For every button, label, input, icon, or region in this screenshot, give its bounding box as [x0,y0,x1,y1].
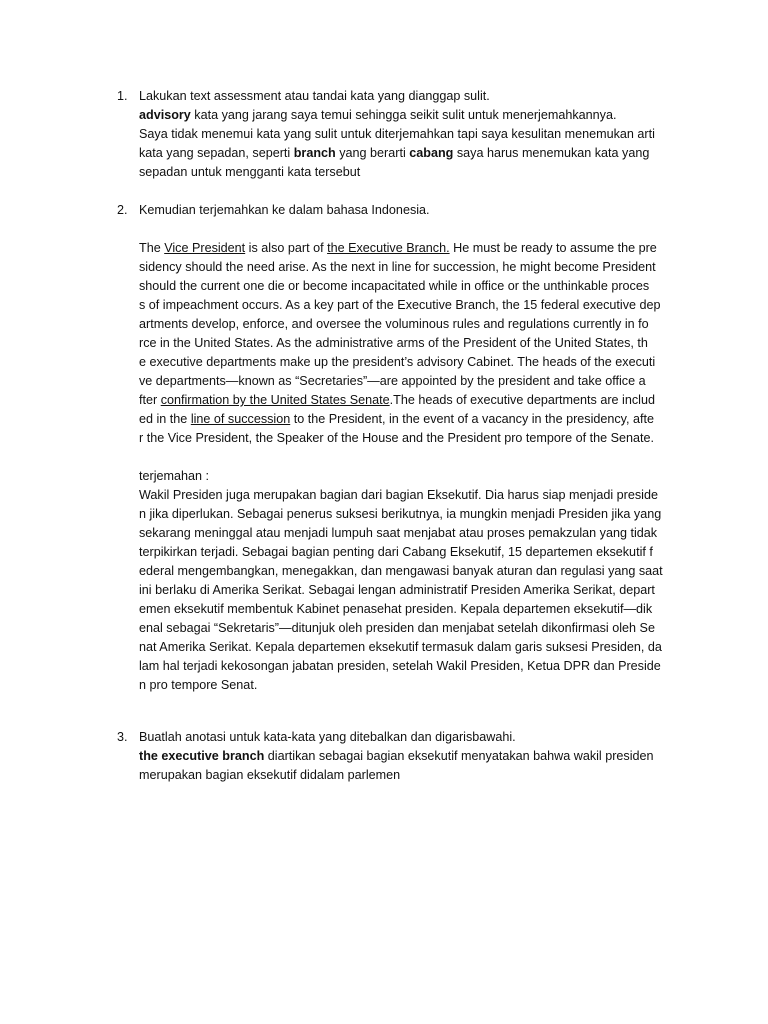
translation-label: terjemahan : [139,469,210,483]
item-1-line-5: sepadan untuk mengganti kata tersebut [139,165,361,179]
spacer [139,448,679,467]
translation-line: n jika diperlukan. Sebagai penerus suksesi berikutnya, ia mungkin menjadi Presiden jika yang [139,507,662,521]
item-3-line-2: the executive branch diartikan sebagai bagian eksekutif menyatakan bahwa wakil presiden [139,749,654,763]
item-1-line-4: kata yang sepadan, seperti branch yang berarti cabang saya harus menemukan kata yang [139,146,650,160]
item-1-line-3: Saya tidak menemui kata yang sulit untuk diterjemahkan tapi saya kesulitan menemukan arti [139,127,655,141]
english-line: should the current one die or become incapacitated while in office or the unthinkable proces [139,279,650,293]
english-line: fter confirmation by the United States Senate.The heads of executive departments are includ [139,393,655,407]
english-line: rce in the United States. As the administrative arms of the President of the United States, th [139,336,648,350]
spacer [139,220,679,239]
item-2-instruction: Kemudian terjemahkan ke dalam bahasa Indonesia. [139,203,430,217]
translation-line: n pro tempore Senat. [139,678,258,692]
translation-line: ederal mengembangkan, menegakkan, dan mengawasi banyak aturan dan regulasi yang saat [139,564,663,578]
translation-line: enal sebagai “Sekretaris”—ditunjuk oleh presiden dan menjabat setelah dikonfirmasi oleh Se [139,621,655,635]
english-line: r the Vice President, the Speaker of the House and the President pro tempore of the Senate. [139,431,655,445]
translation-line: emen eksekutif membentuk Kabinet penasehat presiden. Kepala departemen eksekutif—dik [139,602,653,616]
item-1-text [139,87,679,182]
translation-line: sekarang meninggal atau menjadi lumpuh saat menjabat atau proses pemakzulan yang tidak [139,526,658,540]
english-passage [139,239,679,448]
item-number: 3. [117,730,128,744]
english-line: artments develop, enforce, and oversee the voluminous rules and regulations currently in fo [139,317,649,331]
item-1-line-1: Lakukan text assessment atau tandai kata yang dianggap sulit. [139,89,490,103]
english-line: ve departments—known as “Secretaries”—are appointed by the president and take office a [139,374,646,388]
translation-passage [139,486,679,695]
item-3-line-3: merupakan bagian eksekutif didalam parlemen [139,768,401,782]
item-1-line-2: advisory kata yang jarang saya temui sehingga seikit sulit untuk menerjemahkannya. [139,108,617,122]
english-line: s of impeachment occurs. As a key part of the Executive Branch, the 15 federal executive dep [139,298,661,312]
translation-line: nat Amerika Serikat. Kepala departemen eksekutif termasuk dalam garis suksesi Presiden, da [139,640,662,654]
item-number: 2. [117,203,128,217]
item-3-line-1: Buatlah anotasi untuk kata-kata yang ditebalkan dan digarisbawahi. [139,730,516,744]
item-number: 1. [117,89,128,103]
english-line: The Vice President is also part of the Executive Branch. He must be ready to assume the pre [139,241,657,255]
translation-line: Wakil Presiden juga merupakan bagian dari bagian Eksekutif. Dia harus siap menjadi preside [139,488,658,502]
translation-line: ini berlaku di Amerika Serikat. Sebagai lengan administratif Presiden Amerika Serikat, depart [139,583,655,597]
item-2-text [139,201,679,695]
translation-line: lam hal terjadi kekosongan jabatan presiden, setelah Wakil Presiden, Ketua DPR dan Preside [139,659,661,673]
english-line: e executive departments make up the president’s advisory Cabinet. The heads of the executi [139,355,656,369]
english-line: sidency should the need arise. As the next in line for succession, he might become President [139,260,656,274]
translation-line: terpikirkan terjadi. Sebagai bagian penting dari Cabang Eksekutif, 15 departemen eksekutif f [139,545,653,559]
english-line: ed in the line of succession to the President, in the event of a vacancy in the presidency, afte [139,412,655,426]
item-3-text [139,728,679,785]
